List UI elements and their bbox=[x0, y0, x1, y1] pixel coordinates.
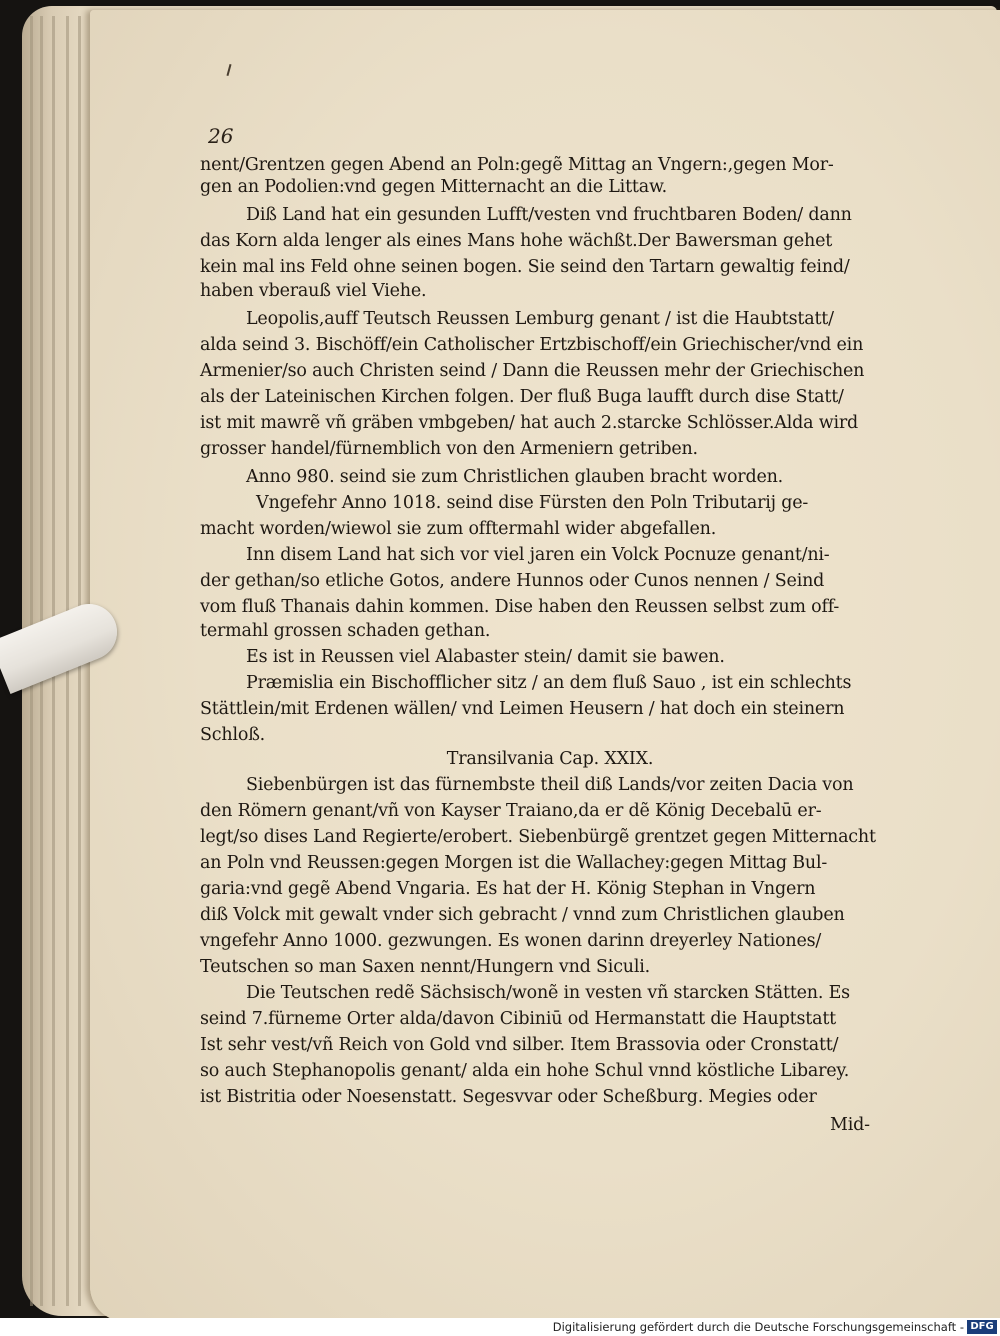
text-line: den Römern genant/vñ von Kayser Traiano,da er dẽ König Decebalū er- bbox=[200, 801, 822, 821]
text-line: Armenier/so auch Christen seind / Dann die Reussen mehr der Griechischen bbox=[200, 361, 865, 381]
text-line: diß Volck mit gewalt vnder sich gebracht / vnnd zum Christlichen glauben bbox=[200, 905, 845, 925]
text-line: Schloß. bbox=[200, 725, 266, 745]
text-line: als der Lateinischen Kirchen folgen. Der fluß Buga laufft durch dise Statt/ bbox=[200, 387, 844, 407]
page-number: 26 bbox=[208, 124, 234, 148]
text-line: Ist sehr vest/vñ Reich von Gold vnd silber. Item Brassovia oder Cronstatt/ bbox=[200, 1035, 839, 1055]
text-line: vngefehr Anno 1000. gezwungen. Es wonen darinn dreyerley Nationes/ bbox=[200, 931, 822, 951]
text-line: haben vberauß viel Viehe. bbox=[200, 281, 427, 301]
text-line: an Poln vnd Reussen:gegen Morgen ist die Wallachey:gegen Mittag Bul- bbox=[200, 853, 828, 873]
text-line: Præmislia ein Bischofflicher sitz / an dem fluß Sauo , ist ein schlechts bbox=[246, 673, 852, 693]
chapter-heading: Transilvania Cap. XXIX. bbox=[446, 749, 654, 769]
text-line: Siebenbürgen ist das fürnembste theil diß Lands/vor zeiten Dacia von bbox=[246, 775, 854, 795]
text-line: alda seind 3. Bischöff/ein Catholischer Ertzbischoff/ein Griechischer/vnd ein bbox=[200, 335, 864, 355]
text-line: Stättlein/mit Erdenen wällen/ vnd Leimen Heusern / hat doch ein steinern bbox=[200, 699, 845, 719]
text-line: Es ist in Reussen viel Alabaster stein/ damit sie bawen. bbox=[246, 647, 725, 667]
dfg-logo: DFG bbox=[967, 1320, 997, 1334]
text-line: ist mit mawrẽ vñ gräben vmbgeben/ hat auch 2.starcke Schlösser.Alda wird bbox=[200, 413, 859, 433]
text-line: gen an Podolien:vnd gegen Mitternacht an die Littaw. bbox=[200, 177, 668, 197]
text-line: Anno 980. seind sie zum Christlichen glauben bracht worden. bbox=[246, 467, 784, 487]
text-line: garia:vnd gegẽ Abend Vngaria. Es hat der H. König Stephan in Vngern bbox=[200, 879, 816, 899]
text-line: termahl grossen schaden gethan. bbox=[200, 621, 491, 641]
text-line: der gethan/so etliche Gotos, andere Hunnos oder Cunos nennen / Seind bbox=[200, 571, 825, 591]
text-line: macht worden/wiewol sie zum offtermahl wider abgefallen. bbox=[200, 519, 717, 539]
text-line: Diß Land hat ein gesunden Lufft/vesten vnd fruchtbaren Boden/ dann bbox=[246, 205, 852, 225]
text-line: vom fluß Thanais dahin kommen. Dise haben den Reussen selbst zum off- bbox=[200, 597, 840, 617]
text-line: Teutschen so man Saxen nennt/Hungern vnd Siculi. bbox=[200, 957, 651, 977]
footer-bar bbox=[0, 1318, 1000, 1336]
text-line: Inn disem Land hat sich vor viel jaren ein Volck Pocnuze genant/ni- bbox=[246, 545, 830, 565]
text-line: kein mal ins Feld ohne seinen bogen. Sie seind den Tartarn gewaltig feind/ bbox=[200, 257, 850, 277]
text-line: ist Bistritia oder Noesenstatt. Segesvvar oder Scheßburg. Megies oder bbox=[200, 1087, 817, 1107]
funding-notice: Digitalisierung gefördert durch die Deutsche Forschungsgemeinschaft - bbox=[552, 1320, 964, 1334]
text-line: legt/so dises Land Regierte/erobert. Siebenbürgẽ grentzet gegen Mitternacht bbox=[200, 827, 876, 847]
text-line: das Korn alda lenger als eines Mans hohe wächßt.Der Bawersman gehet bbox=[200, 231, 833, 251]
text-line: Die Teutschen redẽ Sächsisch/wonẽ in vesten vñ starcken Stätten. Es bbox=[246, 983, 850, 1003]
text-line: Leopolis,auff Teutsch Reussen Lemburg genant / ist die Haubtstatt/ bbox=[246, 309, 834, 329]
text-line: so auch Stephanopolis genant/ alda ein hohe Schul vnnd köstliche Libarey. bbox=[200, 1061, 850, 1081]
catchword: Mid- bbox=[830, 1115, 870, 1135]
text-line: seind 7.fürneme Orter alda/davon Cibiniū od Hermanstatt die Hauptstatt bbox=[200, 1009, 836, 1029]
text-line: Vngefehr Anno 1018. seind dise Fürsten den Poln Tributarij ge- bbox=[256, 493, 809, 513]
text-line: grosser handel/fürnemblich von den Armeniern getriben. bbox=[200, 439, 698, 459]
text-line: nent/Grentzen gegen Abend an Poln:gegẽ Mittag an Vngern:,gegen Mor- bbox=[200, 155, 834, 175]
